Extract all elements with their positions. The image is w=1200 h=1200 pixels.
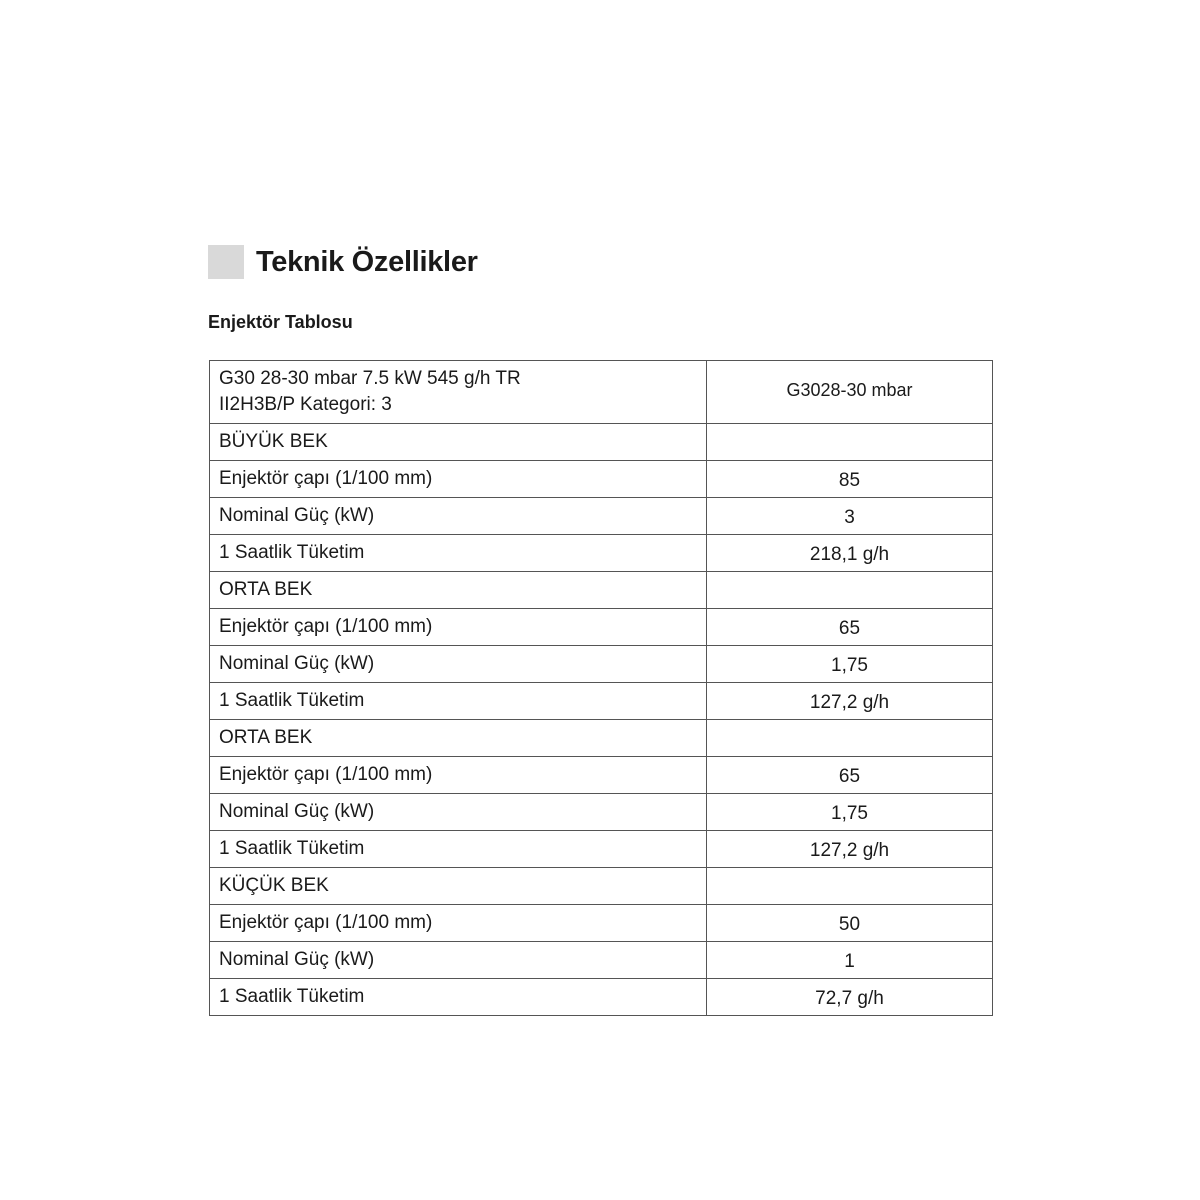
row-label: Nominal Güç (kW) — [210, 794, 707, 831]
row-value: 65 — [707, 609, 993, 646]
row-value: 72,7 g/h — [707, 979, 993, 1016]
injector-table — [209, 360, 993, 1016]
table-row — [210, 757, 993, 794]
row-label: 1 Saatlik Tüketim — [210, 831, 707, 868]
row-value: 127,2 g/h — [707, 683, 993, 720]
table-row — [210, 794, 993, 831]
table-row — [210, 498, 993, 535]
table-row — [210, 535, 993, 572]
row-label: Nominal Güç (kW) — [210, 498, 707, 535]
row-value: 1,75 — [707, 794, 993, 831]
row-label: KÜÇÜK BEK — [210, 868, 707, 905]
table-header-label-line2: II2H3B/P Kategori: 3 — [219, 394, 392, 415]
section-heading — [208, 244, 478, 280]
row-value — [707, 572, 993, 609]
table-row — [210, 868, 993, 905]
row-label: Enjektör çapı (1/100 mm) — [210, 757, 707, 794]
row-value: 127,2 g/h — [707, 831, 993, 868]
row-value: 65 — [707, 757, 993, 794]
row-label: ORTA BEK — [210, 720, 707, 757]
table-row — [210, 424, 993, 461]
row-value: 3 — [707, 498, 993, 535]
row-value: 1,75 — [707, 646, 993, 683]
row-label: Enjektör çapı (1/100 mm) — [210, 609, 707, 646]
row-value: 218,1 g/h — [707, 535, 993, 572]
row-value: 50 — [707, 905, 993, 942]
table-row — [210, 831, 993, 868]
row-label: 1 Saatlik Tüketim — [210, 535, 707, 572]
row-value — [707, 720, 993, 757]
row-label: ORTA BEK — [210, 572, 707, 609]
row-value — [707, 868, 993, 905]
table-header-row — [210, 361, 993, 424]
row-label: Enjektör çapı (1/100 mm) — [210, 461, 707, 498]
row-label: Enjektör çapı (1/100 mm) — [210, 905, 707, 942]
row-label: Nominal Güç (kW) — [210, 646, 707, 683]
table-title: Enjektör Tablosu — [208, 312, 353, 332]
row-value — [707, 424, 993, 461]
table-header-label — [210, 361, 707, 424]
table-row — [210, 461, 993, 498]
row-label: Nominal Güç (kW) — [210, 942, 707, 979]
table-row — [210, 979, 993, 1016]
table-row — [210, 683, 993, 720]
table-header-label-line1: G30 28-30 mbar 7.5 kW 545 g/h TR — [219, 368, 521, 389]
page-title: Teknik Özellikler — [256, 245, 478, 278]
table-row — [210, 905, 993, 942]
table-row — [210, 720, 993, 757]
row-value: 85 — [707, 461, 993, 498]
table-row — [210, 572, 993, 609]
row-label: BÜYÜK BEK — [210, 424, 707, 461]
row-label: 1 Saatlik Tüketim — [210, 979, 707, 1016]
table-row — [210, 942, 993, 979]
table-row — [210, 646, 993, 683]
row-value: 1 — [707, 942, 993, 979]
table-header-value: G3028-30 mbar — [707, 361, 993, 424]
row-label: 1 Saatlik Tüketim — [210, 683, 707, 720]
heading-square-icon — [208, 245, 244, 279]
table-row — [210, 609, 993, 646]
